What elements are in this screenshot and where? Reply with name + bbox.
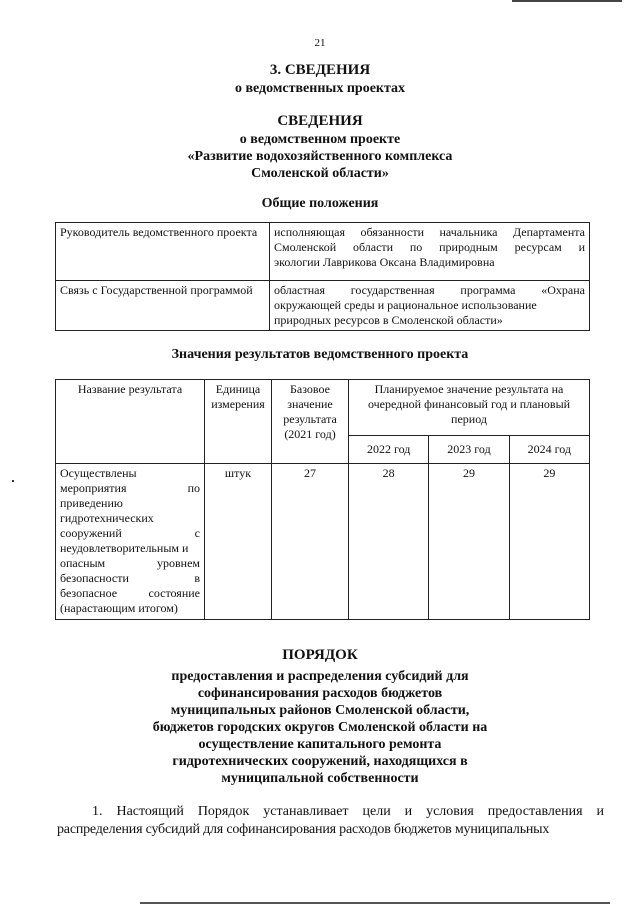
value-line: экологии Лаврикова Оксана Владимировна	[274, 255, 495, 269]
header-unit: Единица измерения	[205, 380, 272, 464]
results-header-row	[56, 380, 590, 436]
value-line: Смоленской области по природным ресурсам и	[274, 240, 585, 254]
general-row-label: Связь с Государственной программой	[56, 281, 270, 331]
order-line: софинансирования расходов бюджетов	[197, 686, 443, 701]
order-paragraph-line-2: распределения субсидий для софинансирования расходов бюджетов муниципальных	[57, 822, 550, 837]
header-planned: Планируемое значение результата на очередной финансовый год и плановый период	[349, 380, 590, 436]
general-row-program	[56, 281, 590, 331]
result-base: 27	[272, 464, 349, 620]
project-heading: СВЕДЕНИЯ	[277, 113, 363, 129]
order-title: ПОРЯДОК	[282, 647, 358, 663]
result-unit: штук	[205, 464, 272, 620]
results-table	[55, 379, 590, 620]
scan-dot	[12, 480, 14, 482]
header-name: Название результата	[56, 380, 205, 464]
result-name-line: гидротехнических	[60, 511, 154, 525]
general-table	[55, 222, 590, 331]
result-year-value: 29	[429, 464, 509, 620]
order-line: муниципальной собственности	[221, 771, 419, 786]
project-line-2: «Развитие водохозяйственного комплекса	[187, 149, 453, 164]
scan-edge-line	[512, 0, 622, 2]
results-data-row	[56, 464, 590, 620]
order-line: муниципальных районов Смоленской области,	[170, 703, 470, 718]
header-year: 2022 год	[349, 436, 429, 464]
general-row-leader	[56, 223, 590, 281]
general-row-value	[270, 281, 590, 331]
section-subtitle: о ведомственных проектах	[234, 81, 406, 96]
result-name-line: Осуществлены	[60, 466, 137, 480]
section-title: 3. СВЕДЕНИЯ	[269, 62, 371, 78]
result-name-line: приведению	[60, 496, 123, 510]
result-year-value: 29	[509, 464, 589, 620]
project-line-1: о ведомственном проекте	[239, 132, 401, 147]
result-name-line: мероприятия по	[60, 481, 200, 495]
page-number: 21	[314, 37, 326, 49]
result-year-value: 28	[349, 464, 429, 620]
results-heading: Значения результатов ведомственного проекта	[171, 347, 469, 362]
general-row-label: Руководитель ведомственного проекта	[56, 223, 270, 281]
result-name-line: (нарастающим итогом)	[60, 601, 178, 615]
value-line: областная государственная программа «Охрана	[274, 283, 585, 297]
result-name-line: безопасное состояние	[60, 586, 200, 600]
order-line: предоставления и распределения субсидий для	[171, 669, 469, 684]
scan-edge-line	[140, 902, 610, 904]
result-name-cell	[56, 464, 205, 620]
order-line: осуществление капитального ремонта	[198, 737, 442, 752]
value-line: природных ресурсов в Смоленской области»	[274, 313, 503, 327]
general-heading: Общие положения	[261, 196, 379, 211]
order-line: гидротехнических сооружений, находящихся в	[172, 754, 468, 769]
value-line: исполняющая обязанности начальника Департамента	[274, 225, 585, 239]
result-name-line: безопасности в	[60, 571, 200, 585]
project-line-3: Смоленской области»	[251, 166, 389, 181]
value-line: окружающей среды и рациональное использование	[274, 298, 537, 312]
header-year: 2024 год	[509, 436, 589, 464]
result-name-line: опасным уровнем	[60, 556, 200, 570]
general-row-value	[270, 223, 590, 281]
header-base: Базовое значение результата (2021 год)	[272, 380, 349, 464]
order-line: бюджетов городских округов Смоленской области на	[152, 720, 488, 735]
result-name-line: сооружений с	[60, 526, 200, 540]
result-name-line: неудовлетворительным и	[60, 541, 189, 555]
header-year: 2023 год	[429, 436, 509, 464]
order-paragraph-line-1: 1. Настоящий Порядок устанавливает цели и условия предоставления и	[92, 804, 604, 819]
